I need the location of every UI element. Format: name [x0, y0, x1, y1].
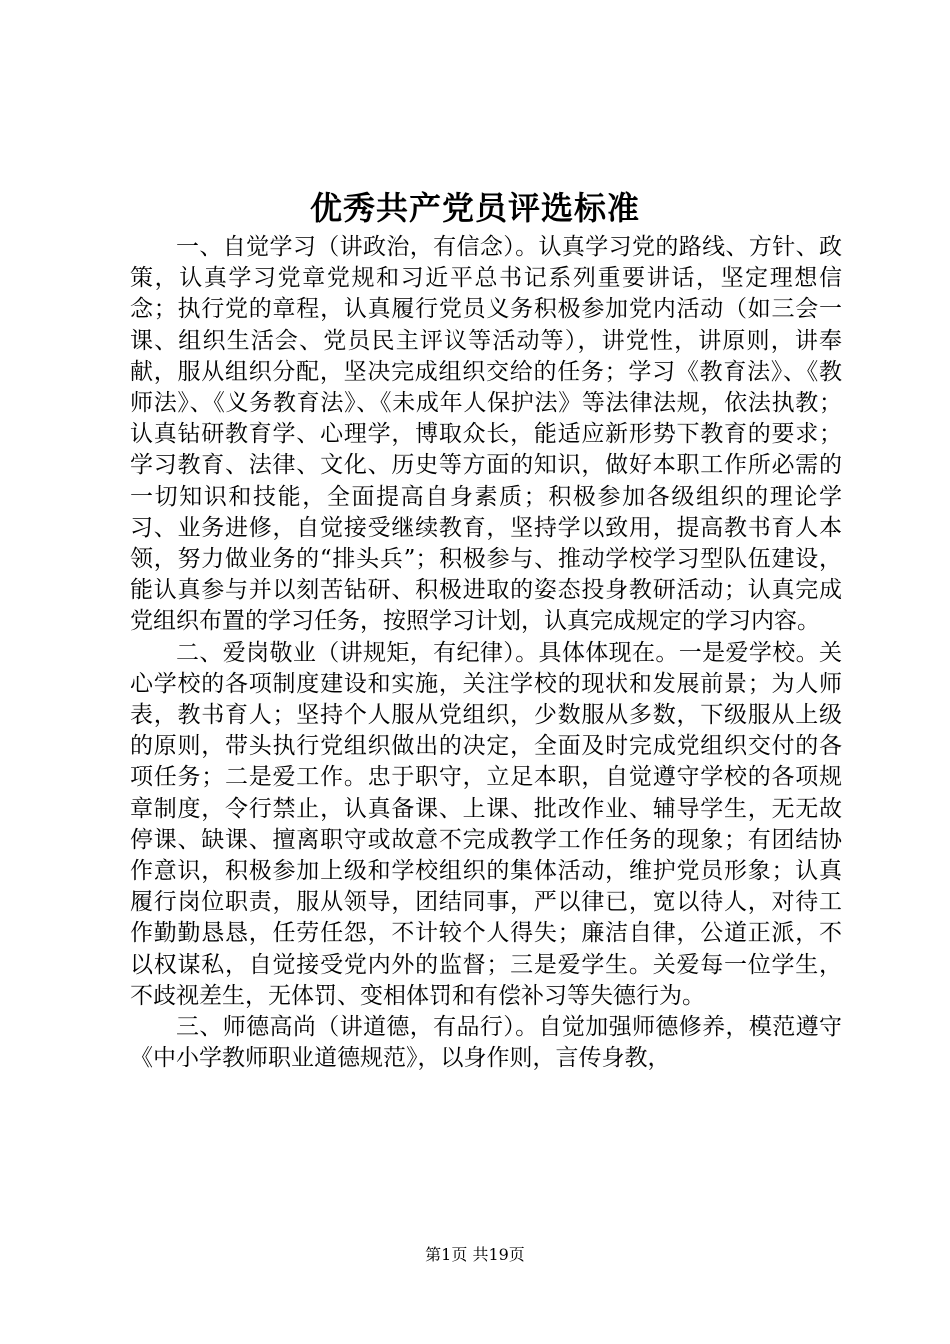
- paragraph-3: 三、师德高尚（讲道德，有品行）。自觉加强师德修养，模范遵守《中小学教师职业道德规范》，以身作则，言传身教，: [130, 1014, 842, 1072]
- paragraph-2: 二、爱岗敬业（讲规矩，有纪律）。具体体现在。一是爱学校。关心学校的各项制度建设和实施，关注学校的现状和发展前景；为人师表，教书育人；坚持个人服从党组织，少数服从多数，下级服从上级的原则，带头执行党组织做出的决定，全面及时完成党组织交付的各项任务；二是爱工作。忠于职守，立足本职，自觉遵守学校的各项规章制度，令行禁止，认真备课、上课、批改作业、辅导学生，无无故停课、缺课、擅离职守或故意不完成教学工作任务的现象；有团结协作意识，积极参加上级和学校组织的集体活动，维护党员形象；认真履行岗位职责，服从领导，团结同事，严以律已，宽以待人，对待工作勤勤恳恳，任劳任怨，不计较个人得失；廉洁自律，公道正派，不以权谋私，自觉接受党内外的监督；三是爱学生。关爱每一位学生，不歧视差生，无体罚、变相体罚和有偿补习等失德行为。: [130, 639, 842, 1009]
- document-title: 优秀共产党员评选标准: [309, 189, 640, 227]
- paragraph-1: 一、自觉学习（讲政治，有信念）。认真学习党的路线、方针、政策，认真学习党章党规和习近平总书记系列重要讲话，坚定理想信念；执行党的章程，认真履行党员义务积极参加党内活动（如三会一课、组织生活会、党员民主评议等活动等），讲党性，讲原则，讲奉献，服从组织分配，坚决完成组织交给的任务；学习《教育法》、《教师法》、《义务教育法》、《未成年人保护法》等法律法规，依法执教；认真钻研教育学、心理学，博取众长，能适应新形势下教育的要求；学习教育、法律、文化、历史等方面的知识，做好本职工作所必需的一切知识和技能，全面提高自身素质；积极参加各级组织的理论学习、业务进修，自觉接受继续教育，坚持学以致用，提高教书育人本领，努力做业务的“排头兵”；积极参与、推动学校学习型队伍建设，能认真参与并以刻苦钻研、积极进取的姿态投身教研活动；认真完成党组织布置的学习任务，按照学习计划，认真完成规定的学习内容。: [130, 234, 842, 635]
- document-body: [130, 232, 842, 1074]
- page-footer: 第1页 共19页: [425, 1245, 525, 1264]
